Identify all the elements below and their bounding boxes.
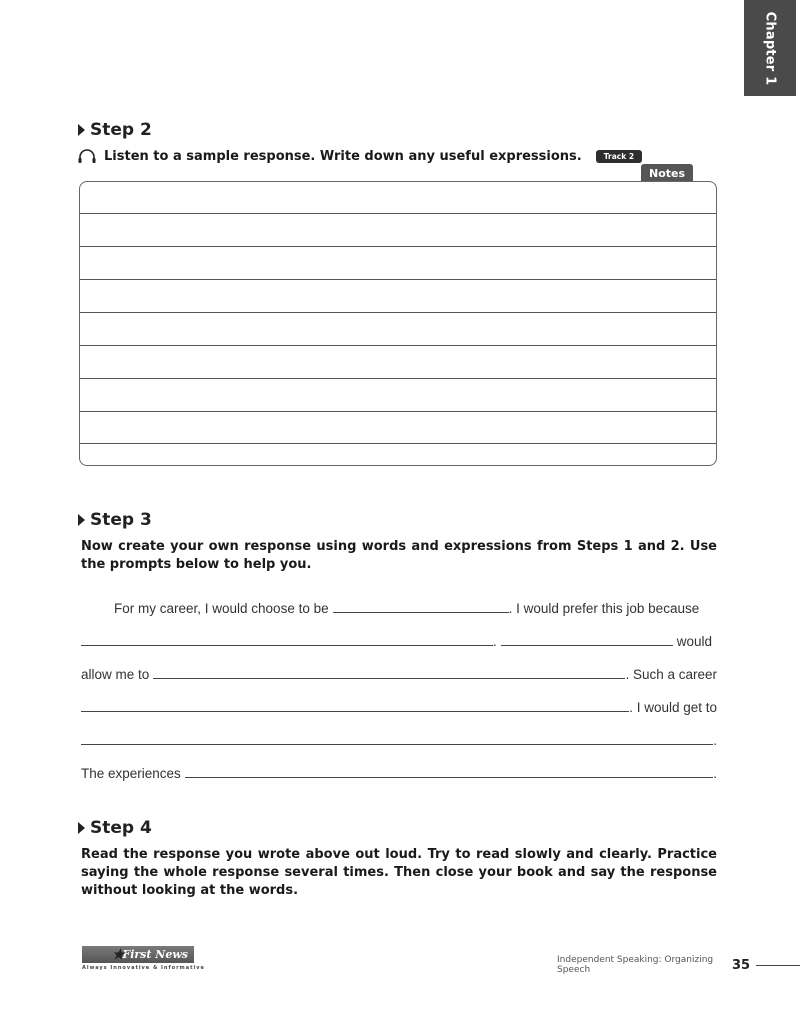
track-badge[interactable]: Track 2 [596, 150, 642, 163]
chapter-tab-label: Chapter 1 [762, 11, 778, 85]
step4-instruction: Read the response you wrote above out loud. Try to read slowly and clearly. Practice saying the whole response several times. Then close your book and say the response without looking at the words. [81, 847, 717, 898]
notes-line [80, 411, 716, 412]
prompt-line-5 [81, 730, 717, 748]
prompt-text: . I would prefer this job because [508, 601, 700, 616]
notes-box[interactable] [79, 181, 717, 466]
page-footer [557, 955, 800, 975]
prompt-text: . [713, 766, 717, 781]
logo-tagline: Always Innovative & Informative [82, 965, 205, 971]
notes-line [80, 213, 716, 214]
step2-instruction-text: Listen to a sample response. Write down any useful expressions. [104, 148, 582, 164]
blank-field[interactable] [333, 612, 509, 613]
step3-instruction: Now create your own response using words and expressions from Steps 1 and 2. Use the prompts below to help you. [81, 539, 717, 572]
blank-field[interactable] [153, 678, 625, 679]
triangle-bullet-icon [78, 514, 85, 526]
footer-rule [756, 965, 800, 966]
prompt-text: would [676, 634, 713, 649]
prompt-text: . [713, 733, 717, 748]
prompt-text: For my career, I would choose to be [114, 601, 329, 616]
triangle-bullet-icon [78, 124, 85, 136]
prompt-text: . I would get to [629, 700, 717, 715]
notes-tab: Notes [641, 164, 693, 182]
prompt-line-4 [81, 697, 717, 715]
notes-line [80, 378, 716, 379]
notes-line [80, 443, 716, 444]
prompt-line-6 [81, 763, 717, 781]
page-number: 35 [731, 957, 751, 973]
blank-field[interactable] [501, 645, 673, 646]
notes-line [80, 312, 716, 313]
prompt-text: allow me to [81, 667, 150, 682]
step2-heading-text: Step 2 [90, 120, 152, 140]
star-icon: ★ [112, 947, 125, 963]
step4-heading [78, 818, 152, 838]
blank-field[interactable] [185, 777, 713, 778]
step2-instruction [78, 148, 642, 164]
blank-field[interactable] [81, 711, 629, 712]
prompt-line-1 [81, 598, 717, 616]
blank-field[interactable] [81, 744, 713, 745]
publisher-logo [82, 946, 194, 963]
prompt-text: The experiences [81, 766, 181, 781]
triangle-bullet-icon [78, 822, 85, 834]
notes-line [80, 345, 716, 346]
notes-line [80, 246, 716, 247]
headphones-icon [78, 148, 96, 164]
prompt-text: . Such a career [625, 667, 717, 682]
step3-heading [78, 510, 152, 530]
chapter-tab [744, 0, 796, 96]
section-title: Independent Speaking: Organizing Speech [557, 955, 714, 975]
step2-heading [78, 120, 152, 140]
prompt-line-3 [81, 664, 717, 682]
logo-text: First News [122, 948, 188, 961]
step4-heading-text: Step 4 [90, 818, 152, 838]
step3-heading-text: Step 3 [90, 510, 152, 530]
prompt-text: . [493, 634, 497, 649]
prompt-line-2 [81, 631, 717, 649]
blank-field[interactable] [81, 645, 493, 646]
notes-line [80, 279, 716, 280]
